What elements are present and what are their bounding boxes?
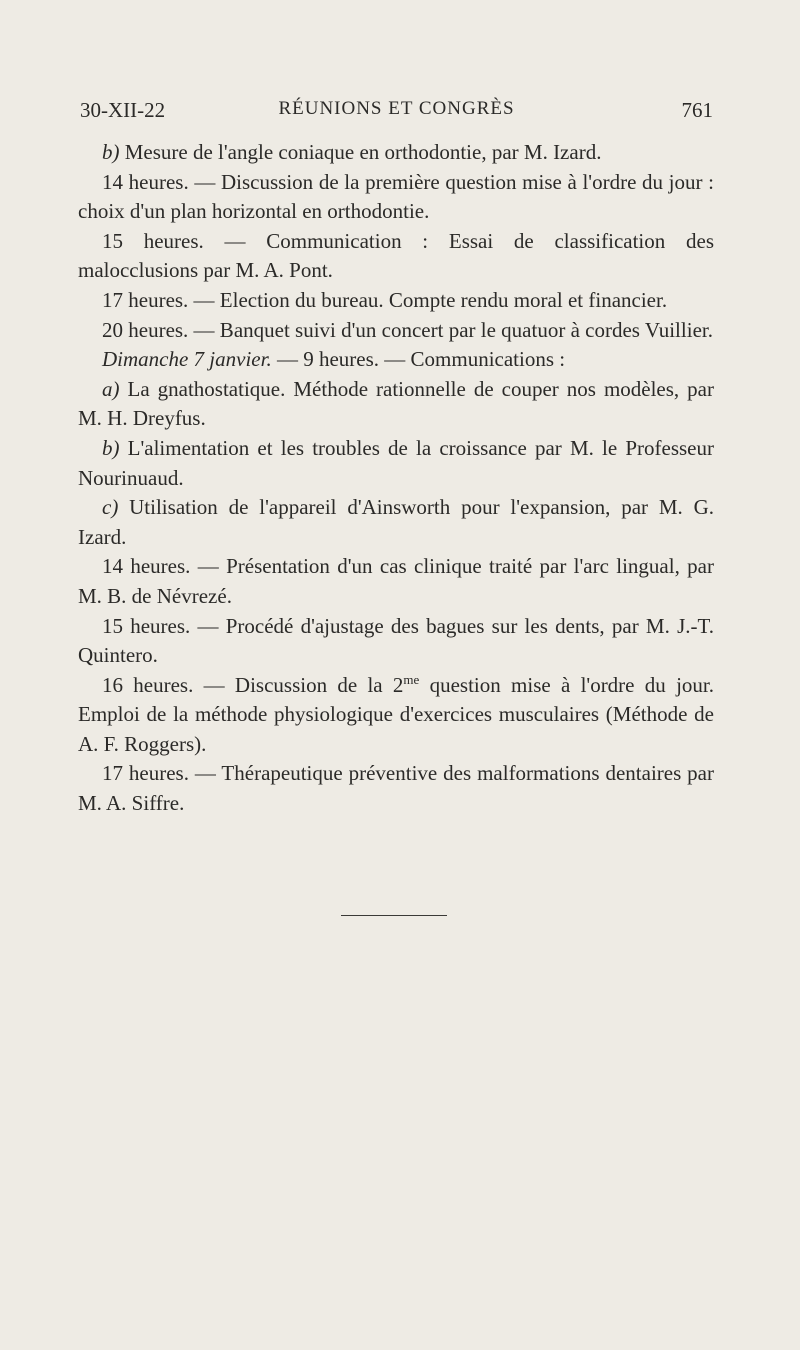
paragraph: 15 heures. — Communication : Essai de classification des malocclusions par M. A. Pont. [78,228,714,283]
paragraph: 17 heures. — Election du bureau. Compte rendu moral et financier. [102,287,668,312]
running-header [80,98,713,128]
paragraph: 16 heures. — Discussion de la $2^{me}$ question mise à l'ordre du jour. Emploi de la méthode physiologique d'exercices musculaires (Méthode de A. F. Roggers). [78,671,714,756]
paragraph: c) Utilisation de l'appareil d'Ainsworth pour l'expansion, par M. G. Izard. [78,495,714,549]
paragraph: a) La gnathostatique. Méthode rationnelle de couper nos modèles, par M. H. Dreyfus. [78,376,714,431]
page-number: 761 [681,98,713,122]
paragraph: b) Mesure de l'angle coniaque en orthodontie, par M. Izard. [102,140,602,164]
paragraph: 17 heures. — Thérapeutique préventive des malformations dentaires par M. A. Siffre. [78,761,714,816]
paragraph: 15 heures. — Procédé d'ajustage des bagues sur les dents, par M. J.-T. Quintero. [78,613,714,668]
paragraph: 14 heures. — Discussion de la première question mise à l'ordre du jour : choix d'un plan horizontal en orthodontie. [78,169,714,224]
header-title: RÉUNIONS ET CONGRÈS [278,98,515,119]
header-date: 30-XII-22 [80,98,166,122]
paragraph: 20 heures. — Banquet suivi d'un concert par le quatuor à cordes Vuillier. [102,317,713,342]
paragraph: b) L'alimentation et les troubles de la croissance par M. le Professeur Nourinuaud. [78,435,714,490]
paragraph: 14 heures. — Présentation d'un cas clinique traité par l'arc lingual, par M. B. de Névrezé. [78,554,714,608]
body-text [78,138,714,819]
section-divider [341,915,447,916]
paragraph: Dimanche 7 janvier. — 9 heures. — Communications : [102,347,566,372]
